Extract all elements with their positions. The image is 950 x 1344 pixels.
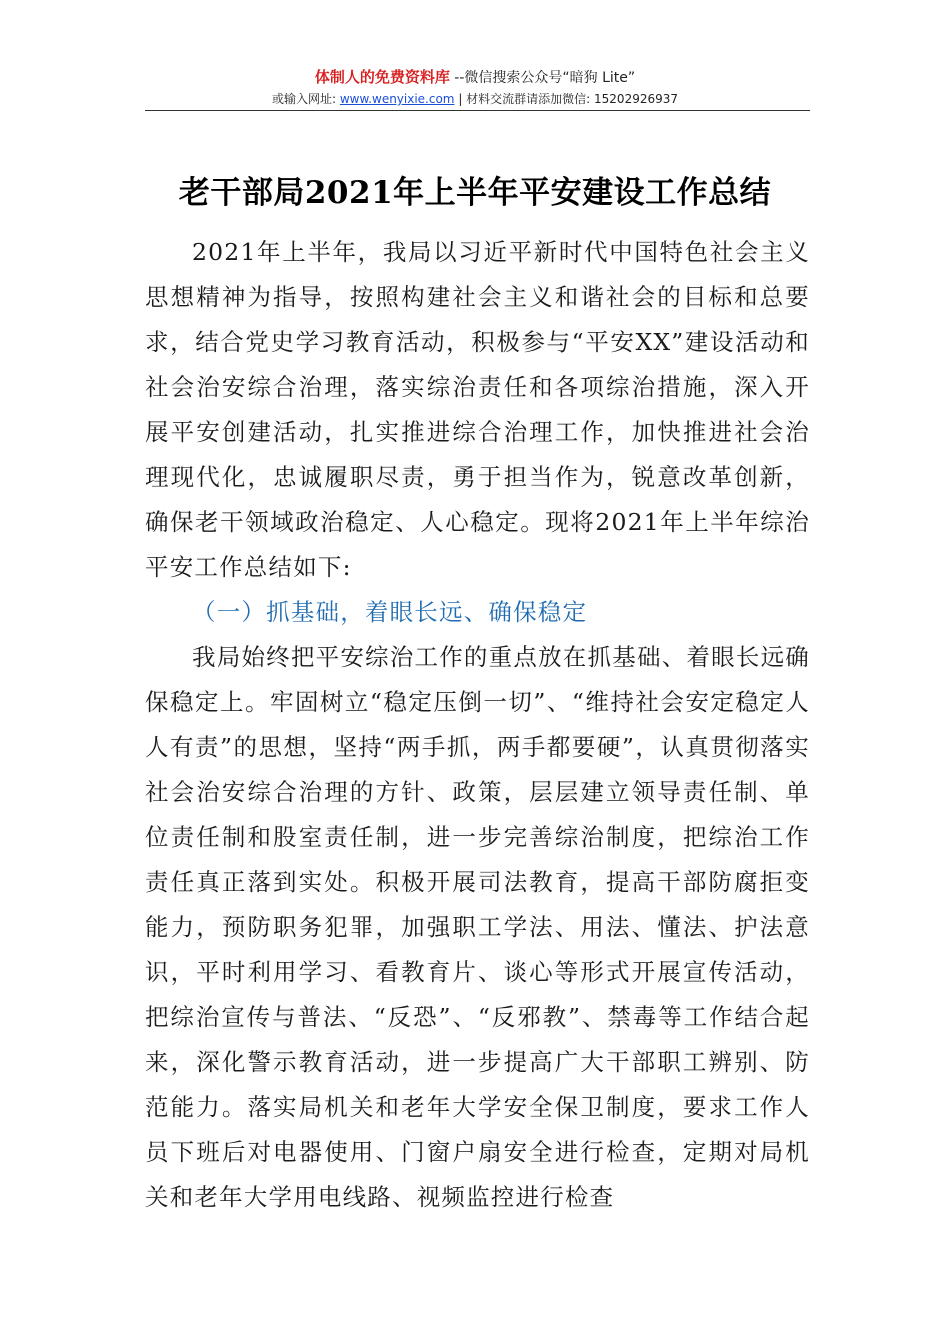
header-url-prefix: 或输入网址: [271, 92, 340, 106]
header-line-2 [0, 91, 950, 107]
header-url-link[interactable]: www.wenyixie.com [339, 92, 455, 106]
header-tagline: --微信搜索公众号“暗狗 Lite” [449, 70, 636, 86]
section-heading-1: （一）抓基础，着眼长远、确保稳定 [192, 598, 588, 626]
header-contact: | 材料交流群请添加微信: 15202926937 [454, 92, 679, 106]
header-line-1 [0, 68, 950, 87]
page-header [0, 68, 950, 107]
document-title: 老干部局2021年上半年平安建设工作总结 [178, 174, 772, 211]
section-1-paragraph: 我局始终把平安综治工作的重点放在抓基础、着眼长远确保稳定上。牢固树立“稳定压倒一切”、“维持社会安定稳定人人有责”的思想，坚持“两手抓，两手都要硬”，认真贯彻落实社会治安综合治理的方针、政策，层层建立领导责任制、单位责任制和股室责任制，进一步完善综治制度，把综治工作责任真正落到实处。积极开展司法教育，提高干部防腐拒变能力，预防职务犯罪，加强职工学法、用法、懂法、护法意识，平时利用学习、看教育片、谈心等形式开展宣传活动，把综治宣传与普法、“反恐”、“反邪教”、禁毒等工作结合起来，深化警示教育活动，进一步提高广大干部职工辨别、防范能力。落实局机关和老年大学安全保卫制度，要求工作人员下班后对电器使用、门窗户扇安全进行检查，定期对局机关和老年大学用电线路、视频监控进行检查 [145, 643, 810, 1211]
intro-paragraph: 2021年上半年，我局以习近平新时代中国特色社会主义思想精神为指导，按照构建社会主义和谐社会的目标和总要求，结合党史学习教育活动，积极参与“平安XX”建设活动和社会治安综合治理，落实综治责任和各项综治措施，深入开展平安创建活动，扎实推进综合治理工作，加快推进社会治理现代化，忠诚履职尽责，勇于担当作为，锐意改革创新，确保老干领域政治稳定、人心稳定。现将2021年上半年综治平安工作总结如下: [145, 238, 810, 581]
document-body [145, 230, 810, 1220]
header-brand: 体制人的免费资料库 [314, 68, 450, 86]
header-divider [145, 110, 810, 111]
